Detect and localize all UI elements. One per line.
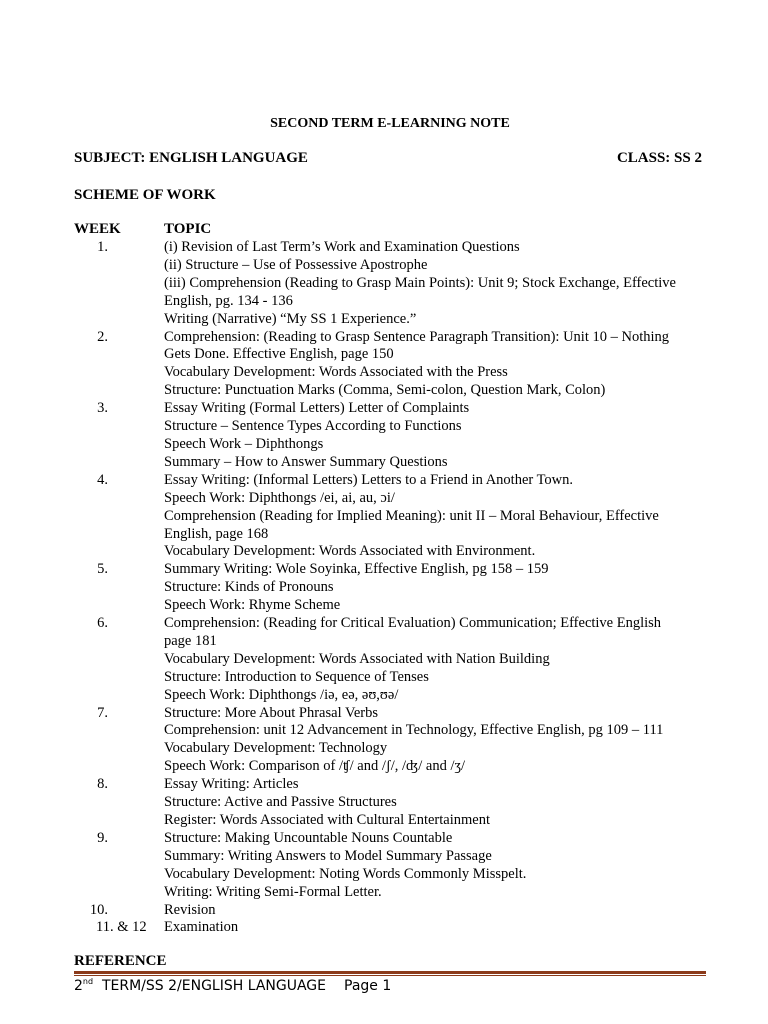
scheme-heading: SCHEME OF WORK [74, 187, 216, 203]
topic-line: (iii) Comprehension (Reading to Grasp Main Points): Unit 9; Stock Exchange, Effective [164, 274, 676, 291]
week-number: 1. [97, 239, 108, 255]
page-footer [74, 977, 391, 994]
topic-line: Structure: Punctuation Marks (Comma, Semi-colon, Question Mark, Colon) [164, 382, 606, 399]
week-header: WEEK [74, 221, 121, 237]
table-row [74, 472, 702, 562]
topic-line: Examination [164, 919, 239, 936]
week-number: 3. [97, 400, 108, 417]
topic-line: Summary Writing: Wole Soyinka, Effective English, pg 158 – 159 [164, 561, 549, 578]
topic-line: Comprehension: (Reading to Grasp Sentence Paragraph Transition): Unit 10 – Nothing [164, 328, 670, 345]
week-number: 9. [97, 829, 108, 846]
reference-heading: REFERENCE [74, 953, 167, 969]
topic-line: Essay Writing: (Informal Letters) Letters to a Friend in Another Town. [164, 471, 574, 488]
table-row [74, 561, 702, 615]
topic-line: Comprehension: (Reading for Critical Evaluation) Communication; Effective English [164, 615, 662, 632]
footer-term-number: 2 [74, 978, 83, 994]
topic-line: Speech Work: Rhyme Scheme [164, 597, 341, 614]
table-row [74, 919, 702, 937]
topic-line: page 181 [164, 632, 217, 649]
topic-line: Speech Work: Diphthongs /ei, ai, au, ɔi/ [164, 489, 395, 506]
topic-line: Structure – Sentence Types According to Functions [164, 418, 462, 435]
table-row [74, 615, 702, 705]
topic-line: Speech Work – Diphthongs [164, 435, 324, 452]
week-number: 10. [89, 901, 108, 918]
topic-line: (i) Revision of Last Term’s Work and Examination Questions [164, 239, 520, 255]
footer-rule-thick [74, 971, 706, 974]
topic-line: English, pg. 134 - 136 [164, 292, 293, 309]
topic-line: Vocabulary Development: Words Associated with Environment. [164, 543, 536, 560]
table-row [74, 902, 702, 920]
week-number: 4. [97, 471, 108, 488]
footer-text: TERM/SS 2/ENGLISH LANGUAGE [93, 978, 326, 994]
week-number: 11. & 12 [96, 919, 147, 936]
table-row [74, 705, 702, 777]
topic-line: Essay Writing: Articles [164, 776, 299, 793]
topic-line: Vocabulary Development: Noting Words Commonly Misspelt. [164, 865, 527, 882]
topic-line: Summary: Writing Answers to Model Summary Passage [164, 847, 492, 864]
topic-line: Essay Writing (Formal Letters) Letter of Complaints [164, 400, 470, 417]
topic-line: Revision [164, 901, 216, 918]
topic-line: Writing: Writing Semi-Formal Letter. [164, 883, 382, 900]
topic-line: Structure: Kinds of Pronouns [164, 579, 334, 596]
topic-line: Gets Done. Effective English, page 150 [164, 346, 394, 363]
topic-line: Comprehension (Reading for Implied Meaning): unit II – Moral Behaviour, Effective [164, 507, 659, 524]
footer-rule-thin [74, 975, 706, 976]
footer-ordinal-suffix: nd [82, 977, 94, 986]
topic-line: Comprehension: unit 12 Advancement in Technology, Effective English, pg 109 – 111 [164, 722, 664, 739]
week-number: 2. [97, 328, 108, 345]
topic-line: Structure: Introduction to Sequence of Tenses [164, 668, 429, 685]
topic-line: Vocabulary Development: Technology [164, 740, 388, 757]
table-row [74, 239, 702, 329]
topic-header: TOPIC [164, 221, 212, 237]
topic-line: Writing (Narrative) “My SS 1 Experience.” [164, 310, 417, 327]
topic-line: Structure: Active and Passive Structures [164, 794, 397, 811]
topic-line: Speech Work: Comparison of /ʧ/ and /ʃ/, /ʤ/ and /ʒ/ [164, 758, 465, 775]
topic-line: Structure: More About Phrasal Verbs [164, 704, 378, 721]
table-row [74, 830, 702, 902]
topic-line: Summary – How to Answer Summary Questions [164, 453, 448, 470]
topic-line: Structure: Making Uncountable Nouns Countable [164, 829, 453, 846]
topic-line: Register: Words Associated with Cultural Entertainment [164, 812, 490, 828]
topic-line: (ii) Structure – Use of Possessive Apostrophe [164, 256, 428, 273]
class-label: CLASS: SS 2 [616, 150, 702, 166]
table-row [74, 400, 702, 472]
week-number: 7. [97, 704, 108, 721]
table-row [74, 776, 702, 830]
week-number: 6. [97, 615, 108, 632]
week-number: 8. [97, 776, 108, 793]
topic-line: Vocabulary Development: Words Associated with the Press [164, 364, 508, 381]
subject-label: SUBJECT: ENGLISH LANGUAGE [74, 150, 308, 166]
topic-line: English, page 168 [164, 525, 269, 542]
topic-line: Vocabulary Development: Words Associated with Nation Building [164, 650, 550, 667]
subject-line [74, 150, 702, 167]
topic-line: Speech Work: Diphthongs /iə, eə, əʊ,ʊə/ [164, 686, 399, 703]
document-title: SECOND TERM E-LEARNING NOTE [270, 116, 510, 131]
table-row [74, 329, 702, 401]
page-number: Page 1 [344, 978, 392, 994]
scheme-table [74, 239, 702, 937]
week-number: 5. [97, 561, 108, 578]
